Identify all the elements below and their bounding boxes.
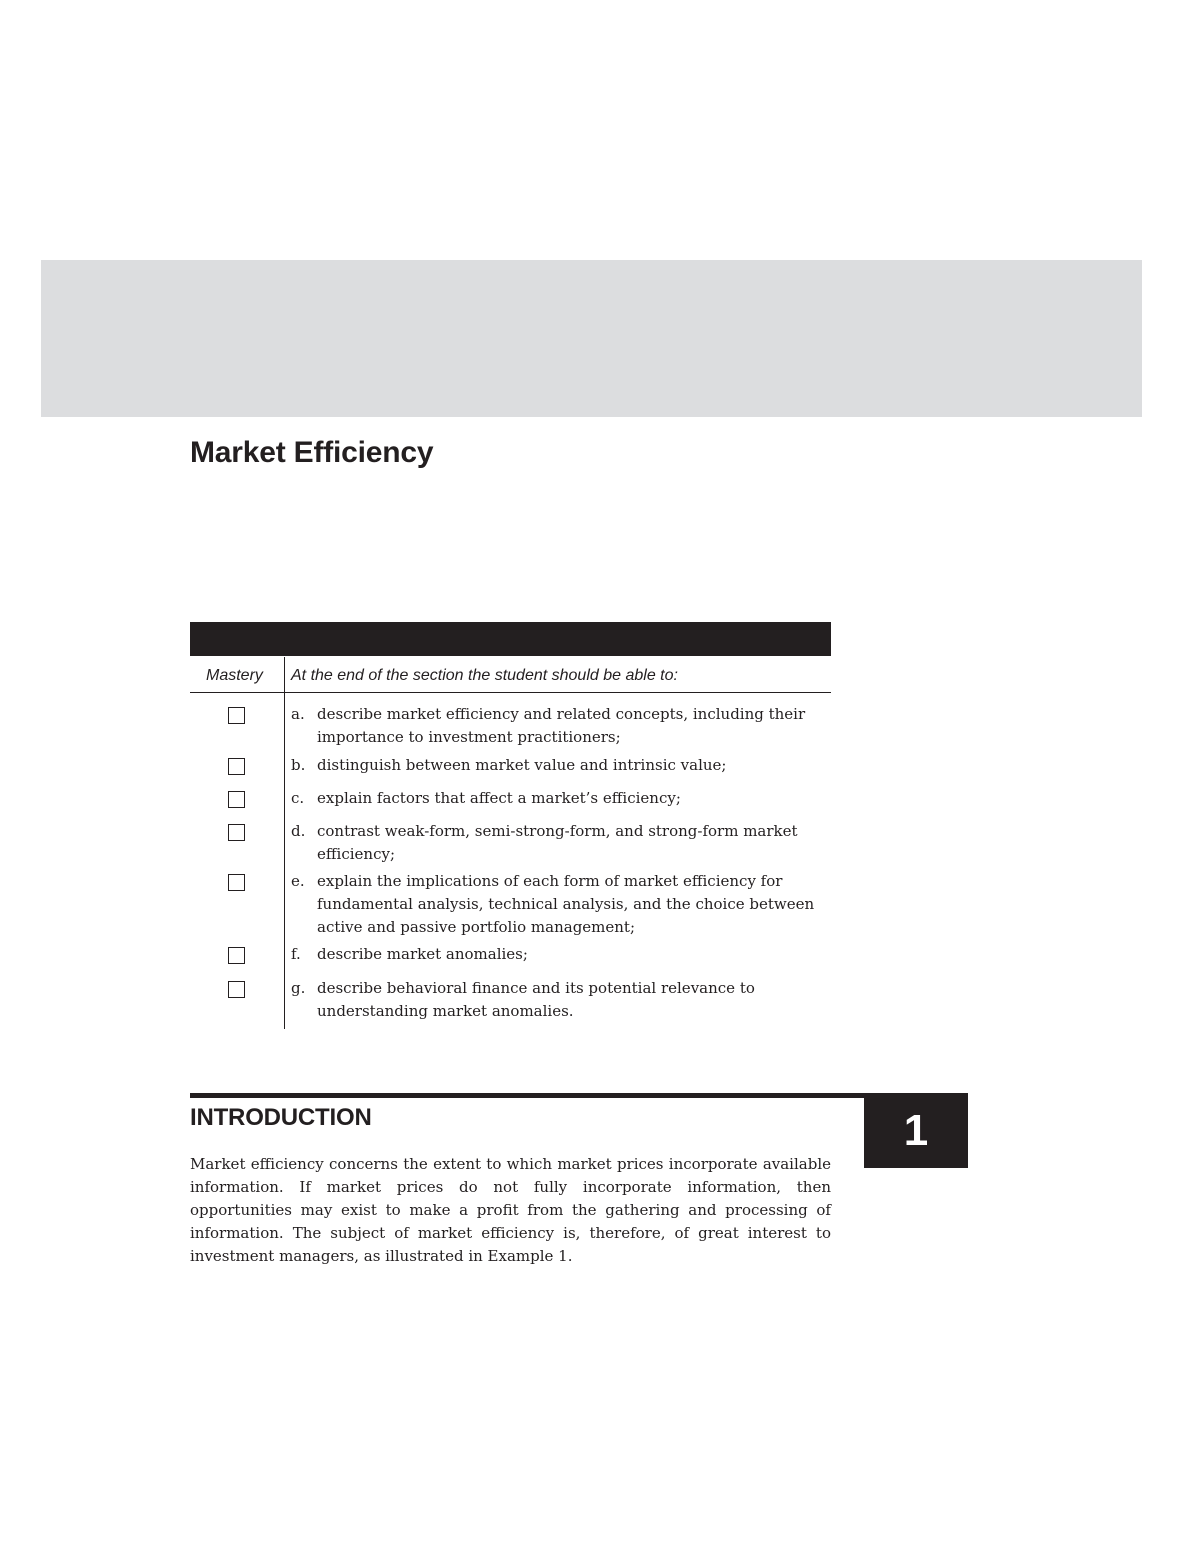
los-letter-d: d. — [291, 822, 306, 840]
los-letter-e: e. — [291, 872, 305, 890]
mastery-checkbox-f[interactable] — [228, 947, 245, 964]
los-text-a: describe market efficiency and related concepts, including their importance to investment practitioners; — [317, 705, 806, 746]
los-letter-a: a. — [291, 705, 305, 723]
mastery-checkbox-a[interactable] — [228, 707, 245, 724]
los-letter-b: b. — [291, 756, 306, 774]
los-text-d: contrast weak-form, semi-strong-form, and strong-form market efficiency; — [317, 822, 798, 863]
header-rule — [190, 692, 831, 693]
mastery-checkbox-e[interactable] — [228, 874, 245, 891]
section-heading: INTRODUCTION — [190, 1104, 372, 1131]
section-rule — [190, 1093, 968, 1098]
mastery-column-header: Mastery — [206, 667, 263, 684]
los-text-b: distinguish between market value and intrinsic value; — [317, 756, 727, 774]
table-header-bar — [190, 622, 831, 656]
column-divider — [284, 657, 285, 1029]
los-letter-c: c. — [291, 789, 305, 807]
section-number-badge: 1 — [864, 1093, 968, 1168]
los-text-f: describe market anomalies; — [317, 945, 528, 963]
los-text-c: explain factors that affect a market’s efficiency; — [317, 789, 681, 807]
chapter-banner — [41, 260, 1142, 417]
mastery-checkbox-d[interactable] — [228, 824, 245, 841]
mastery-checkbox-g[interactable] — [228, 981, 245, 998]
los-text-e: explain the implications of each form of market efficiency for fundamental analysis, technical analysis, and the choice between active and passive portfolio management; — [317, 872, 815, 936]
los-letter-f: f. — [291, 945, 301, 963]
los-letter-g: g. — [291, 979, 306, 997]
objective-column-header: At the end of the section the student should be able to: — [291, 667, 678, 684]
intro-paragraph: Market efficiency concerns the extent to which market prices incorporate available information. If market prices do not fully incorporate information, then opportunities may exist to make a profit from the gathering and processing of information. The subject of market efficiency is, therefore, of great interest to investment managers, as illustrated in Example 1. — [190, 1155, 831, 1265]
chapter-title: Market Efficiency — [190, 436, 434, 469]
mastery-checkbox-c[interactable] — [228, 791, 245, 808]
los-text-g: describe behavioral finance and its potential relevance to understanding market anomalies. — [317, 979, 755, 1020]
mastery-checkbox-b[interactable] — [228, 758, 245, 775]
